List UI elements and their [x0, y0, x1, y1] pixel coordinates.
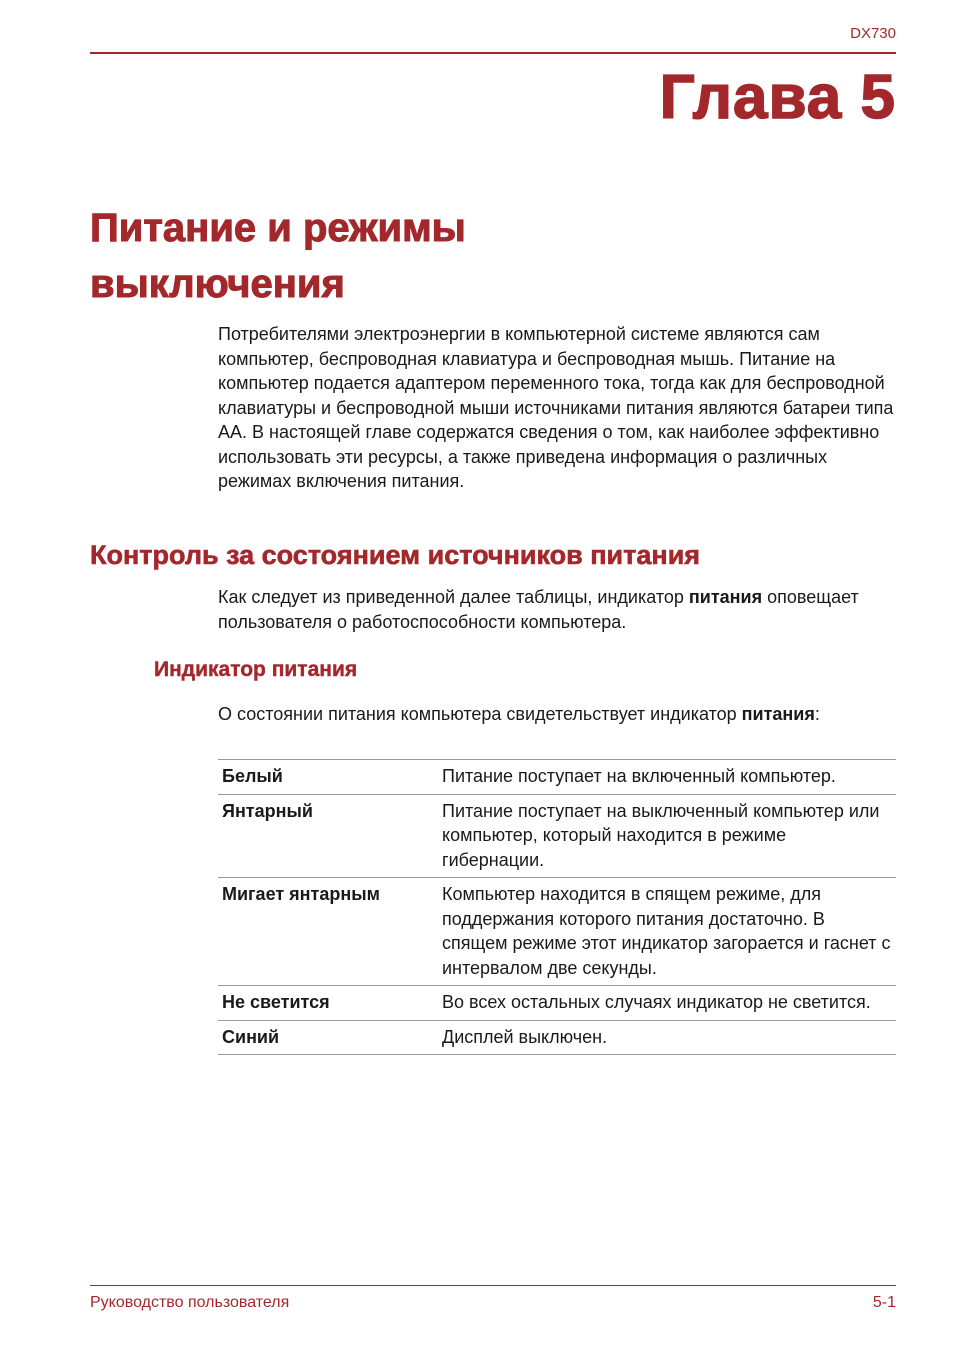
description-cell: Дисплей выключен.: [442, 1026, 608, 1047]
subsection-heading: Индикатор питания: [154, 658, 358, 681]
chapter-number: Глава 5: [659, 63, 896, 132]
page-title-line2: выключения: [90, 262, 345, 306]
section-heading: Контроль за состоянием источников питания: [90, 540, 701, 570]
description-cell: Во всех остальных случаях индикатор не светится.: [442, 992, 871, 1012]
subsection-paragraph-bold: питания: [741, 704, 815, 724]
subsection-paragraph-end: :: [814, 704, 820, 724]
table-row: [218, 795, 896, 879]
table-row: [218, 986, 896, 1021]
section-paragraph-bold: питания: [688, 587, 763, 607]
page-title: [90, 200, 790, 312]
description-cell: Питание поступает на выключенный компьютер или компьютер, который находится в режиме гибернации.: [442, 800, 880, 870]
state-cell: Янтарный: [222, 800, 313, 821]
footer-manual-title: Руководство пользователя: [90, 1294, 290, 1311]
state-cell: Белый: [222, 766, 283, 786]
intro-paragraph: Потребителями электроэнергии в компьютерной системе являются сам компьютер, беспроводная клавиатура и беспроводная мышь. Питание на компьютер подается адаптером переменного тока, тогда как для беспроводной клавиатуры и беспроводной мыши источниками питания являются батареи типа AA. В настоящей главе содержатся сведения о том, как наиболее эффективно использовать эти ресурсы, а также приведена информация о различных режимах включения питания.: [218, 324, 894, 491]
table-row: [218, 760, 896, 795]
description-cell: Компьютер находится в спящем режиме, для поддержания которого питания достаточно. В спящем режиме этот индикатор загорается и гаснет с интервалом две секунды.: [442, 884, 891, 978]
description-cell: Питание поступает на включенный компьютер.: [442, 766, 836, 786]
section-paragraph-end: оповещает пользователя о работоспособности компьютера.: [218, 587, 859, 632]
section-paragraph-text: Как следует из приведенной далее таблицы, индикатор: [218, 587, 689, 607]
table-row: [218, 1021, 896, 1056]
state-cell: Синий: [222, 1026, 280, 1047]
state-cell: Не светится: [222, 992, 330, 1012]
state-cell: Мигает янтарным: [222, 884, 380, 904]
header-divider: [90, 52, 896, 54]
page-title-line1: Питание и режимы: [90, 206, 466, 250]
section-paragraph: [218, 585, 898, 634]
subsection-paragraph-text: О состоянии питания компьютера свидетельствует индикатор: [218, 704, 742, 724]
subsection-paragraph: [218, 702, 898, 727]
table-row: [218, 878, 896, 986]
page-number: 5-1: [872, 1294, 896, 1311]
model-label: DX730: [850, 25, 896, 42]
footer-divider: [90, 1285, 896, 1286]
indicator-table: [218, 759, 896, 1055]
